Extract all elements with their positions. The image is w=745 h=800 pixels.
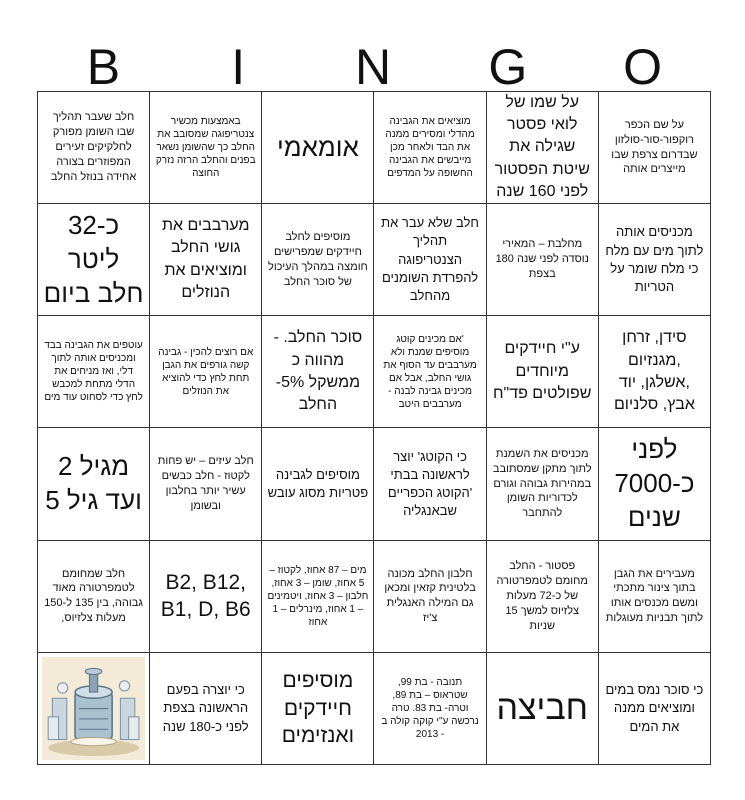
bingo-cell[interactable]: מים – 87 אחוז, לקטוז – 5 אחוז, שומן – 3 אחוז, חלבון – 3 אחוז, ויטמינים – 1 אחוז, מינרלים – 1 אחוז: [262, 541, 374, 653]
bingo-cell[interactable]: כי סוכר נמס במים ומוציאים ממנה את המים: [599, 653, 711, 765]
dairy-factory-illustration-icon: [42, 657, 145, 760]
bingo-cell[interactable]: כי הקוטג' יוצר לראשונה בבתי 'הקוטג הכפריים שבאנגליה: [374, 428, 486, 540]
header-letter-o: O: [623, 39, 665, 95]
bingo-cell[interactable]: עוטפים את הגבינה בבד ומכניסים אותה לתוך דלי, ואז מניחים את הדלי מתחת למכבש לחץ כדי לסחוט עוד מים: [38, 316, 150, 428]
bingo-cell[interactable]: ע"י חיידקים מיוחדים שפולטים פד"ח: [487, 316, 599, 428]
bingo-cell[interactable]: חלב שעבר תהליך שבו השומן מפורק לחלקיקים זעירים המפוזרים בצורה אחידה בנוזל החלב: [38, 92, 150, 204]
bingo-cell[interactable]: סוכר החלב. -מהווה כ ממשקל 5%- החלב: [262, 316, 374, 428]
header-letter-g: G: [488, 39, 530, 95]
bingo-cell[interactable]: אומאמי: [262, 92, 374, 204]
header-letter-i: I: [231, 39, 248, 95]
bingo-cell[interactable]: לפני כ-7000 שנים: [599, 428, 711, 540]
bingo-cell[interactable]: באמצעות מכשיר צנטריפוגה שמסובב את החלב כך שהשומן נשאר בפנים והחלב הרזה נזרק החוצה: [150, 92, 262, 204]
bingo-cell[interactable]: חלבון החלב מכונה בלטינית קזאין ומכאן גם המילה האנגלית צ'יז: [374, 541, 486, 653]
bingo-cell[interactable]: סידן, זרחן ,מגנזיום ,אשלגן, יוד אבץ, סלניום: [599, 316, 711, 428]
bingo-cell[interactable]: מכניסים אותה לתוך מים עם מלח כי מלח שומר על הטריות: [599, 204, 711, 316]
bingo-cell[interactable]: 'אם מכינים קוטג מוסיפים שמנת ולא מערבבים עד הסוף את גושי החלב, אבל אם מכינים גבינה לבנה - מערבבים היטב: [374, 316, 486, 428]
bingo-cell[interactable]: מוסיפים לגבינה פטריות מסוג עובש: [262, 428, 374, 540]
bingo-cell[interactable]: מכניסים את השמנת לתוך מתקן שמסתובב במהירות גבוהה וגורם לכדוריות השומן להתחבר: [487, 428, 599, 540]
bingo-cell[interactable]: כ-32 ליטר חלב ביום: [38, 204, 150, 316]
bingo-card-grid: [37, 91, 711, 765]
bingo-cell[interactable]: מערבבים את גושי החלב ומוציאים את הנוזלים: [150, 204, 262, 316]
bingo-cell[interactable]: חלב עיזים – יש פחות לקטוז - חלב כבשים עשיר יותר בחלבון ובשומן: [150, 428, 262, 540]
bingo-cell[interactable]: חלב שמחומם לטמפרטורה מאוד גבוהה, בין 135 ל-150 מעלות צלזיוס,: [38, 541, 150, 653]
bingo-cell[interactable]: על שם הכפר רוקפור-סור-סולזון שבדרום צרפת שבו מייצרים אותה: [599, 92, 711, 204]
bingo-cell[interactable]: מוסיפים לחלב חיידקים שמפרישים חומצה במהלך העיכול של סוכר החלב: [262, 204, 374, 316]
bingo-cell[interactable]: מעבירים את הגבן בתוך צינור מתכתי ומשם מכנסים אותו לתוך תבניות מעוגלות: [599, 541, 711, 653]
bingo-cell-image[interactable]: [38, 653, 150, 765]
bingo-cell[interactable]: מגיל 2 ועד גיל 5: [38, 428, 150, 540]
bingo-cell[interactable]: מחלבת – המאירי נוסדה לפני שנה 180 בצפת: [487, 204, 599, 316]
header-letter-b: B: [86, 39, 123, 95]
bingo-cell[interactable]: תנובה - בת 99, שטראוס – בת 89, וטרה- בת 83. טרה נרכשה ע"י קוקה קולה ב - 2013: [374, 653, 486, 765]
header-letter-n: N: [354, 39, 394, 95]
bingo-cell[interactable]: חביצה: [487, 653, 599, 765]
bingo-cell[interactable]: אם רוצים להכין - גבינה קשה גורפים את הגבן תחת לחץ כדי להוציא את הנוזלים: [150, 316, 262, 428]
bingo-cell[interactable]: על שמו של לואי פסטר שגילה את שיטת הפסטור לפני 160 שנה: [487, 92, 599, 204]
bingo-header: [37, 38, 711, 96]
bingo-cell[interactable]: כי יוצרה בפעם הראשונה בצפת לפני כ-180 שנה: [150, 653, 262, 765]
bingo-cell[interactable]: מוסיפים חיידקים ואנזימים: [262, 653, 374, 765]
bingo-cell[interactable]: מוציאים את הגבינה מהדלי ומסירים ממנה את הבד ולאחר מכן מייבשים את הגבינה החשופה על המדפים: [374, 92, 486, 204]
bingo-cell[interactable]: פסטור - החלב מחומם לטמפרטורה של כ-72 מעלות צלזיוס למשך 15 שניות: [487, 541, 599, 653]
bingo-cell[interactable]: B2, B12, B1, D, B6: [150, 541, 262, 653]
bingo-cell[interactable]: חלב שלא עבר את תהליך הצנטריפוגה להפרדת השומנים מהחלב: [374, 204, 486, 316]
